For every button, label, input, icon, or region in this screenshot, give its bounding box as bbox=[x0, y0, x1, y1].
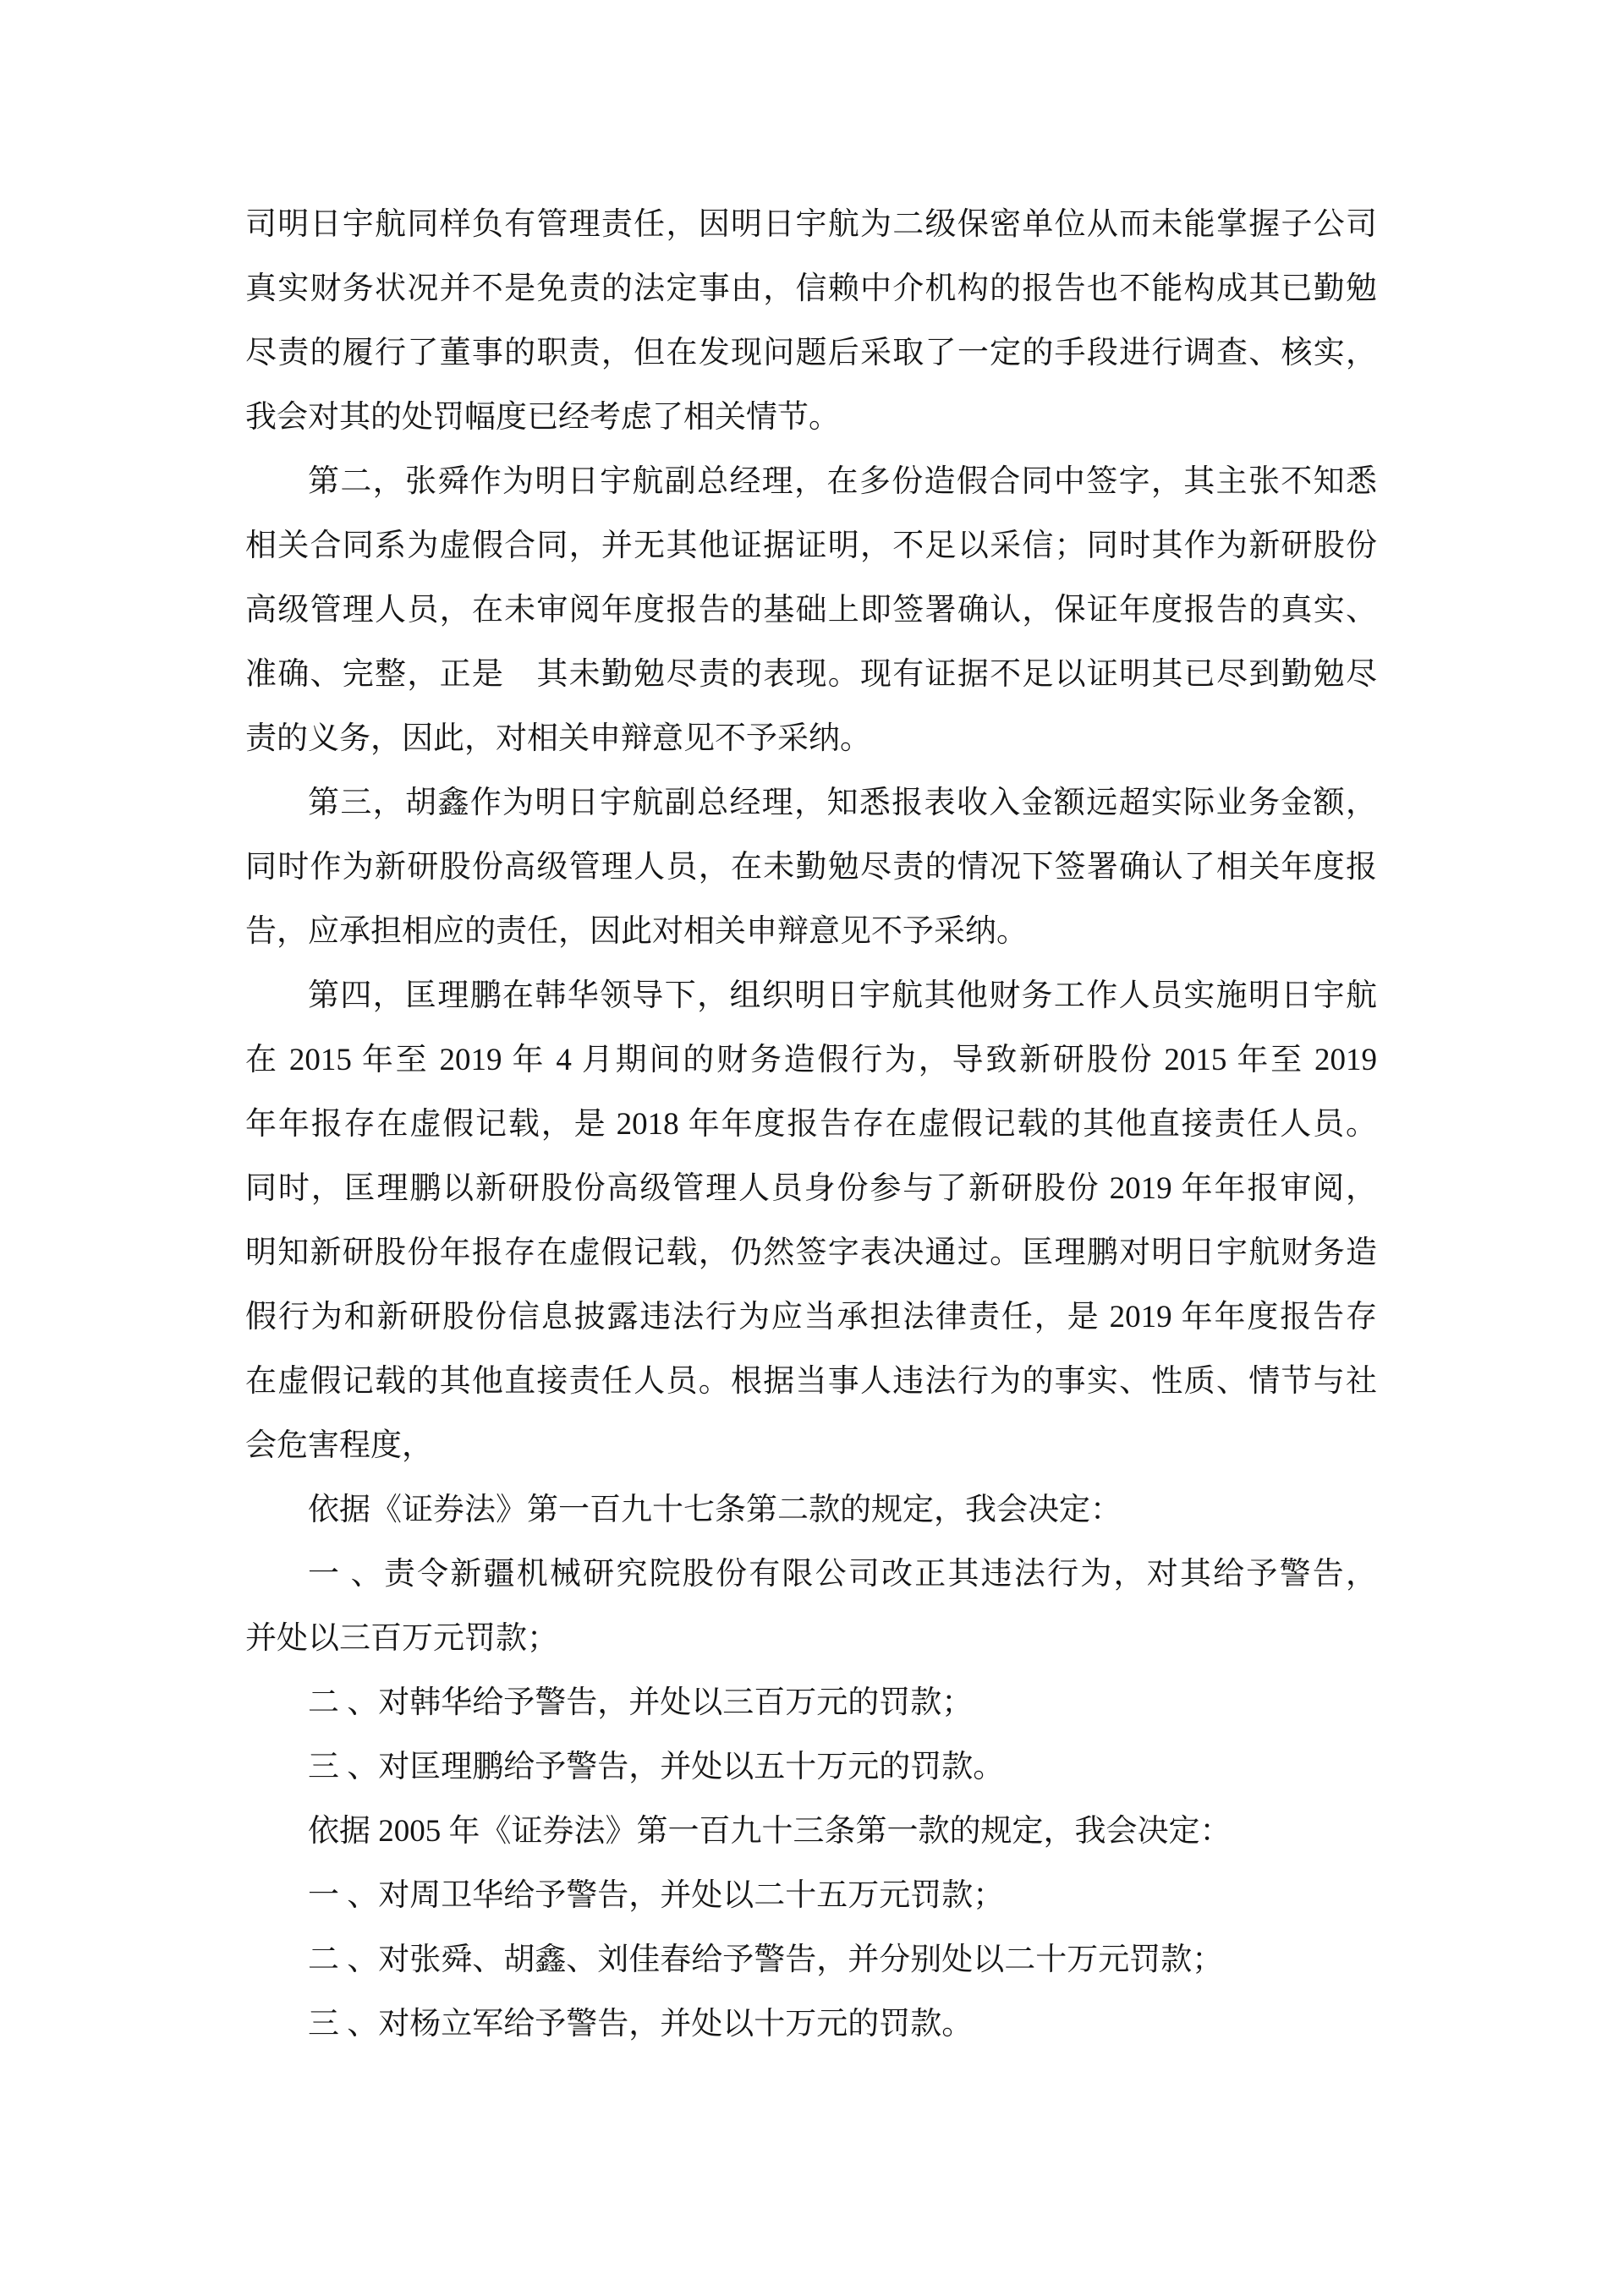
text-line: 相关合同系为虚假合同，并无其他证据证明，不足以采信；同时其作为新研股份 bbox=[245, 529, 1377, 563]
text-line: 二 、对张舜、胡鑫、刘佳春给予警告，并分别处以二十万元罚款； bbox=[308, 1943, 1224, 1977]
text-line: 依据《证券法》第一百九十七条第二款的规定，我会决定： bbox=[308, 1493, 1122, 1527]
text-line: 同时，匡理鹏以新研股份高级管理人员身份参与了新研股份 2019 年年报审阅， bbox=[245, 1171, 1377, 1206]
text-line: 尽责的履行了董事的职责，但在发现问题后采取了一定的手段进行调查、核实， bbox=[245, 336, 1377, 370]
document-text-block bbox=[245, 193, 1377, 2057]
text-line: 第三，胡鑫作为明日宇航副总经理，知悉报表收入金额远超实际业务金额， bbox=[308, 786, 1377, 820]
text-line: 准确、完整，正是 其未勤勉尽责的表现。现有证据不足以证明其已尽到勤勉尽 bbox=[245, 657, 1377, 692]
text-line: 三 、对杨立军给予警告，并处以十万元的罚款。 bbox=[308, 2007, 974, 2041]
text-line: 责的义务，因此，对相关申辩意见不予采纳。 bbox=[245, 721, 871, 756]
text-line: 二 、对韩华给予警告，并处以三百万元的罚款； bbox=[308, 1685, 974, 1720]
text-line: 一 、对周卫华给予警告，并处以二十五万元罚款； bbox=[308, 1878, 1005, 1913]
text-line: 在 2015 年至 2019 年 4 月期间的财务造假行为，导致新研股份 2015 年至 2019 bbox=[245, 1043, 1377, 1077]
text-line: 司明日宇航同样负有管理责任，因明日宇航为二级保密单位从而未能掌握子公司 bbox=[245, 207, 1377, 242]
text-line: 并处以三百万元罚款； bbox=[245, 1621, 558, 1656]
text-line: 告，应承担相应的责任，因此对相关申辩意见不予采纳。 bbox=[245, 914, 1028, 949]
text-line: 假行为和新研股份信息披露违法行为应当承担法律责任，是 2019 年年度报告存 bbox=[245, 1300, 1377, 1334]
text-line: 会危害程度， bbox=[245, 1428, 433, 1463]
text-line: 年年报存在虚假记载，是 2018 年年度报告存在虚假记载的其他直接责任人员。 bbox=[245, 1107, 1377, 1142]
text-line: 三 、对匡理鹏给予警告，并处以五十万元的罚款。 bbox=[308, 1750, 1005, 1784]
text-line: 我会对其的处罚幅度已经考虑了相关情节。 bbox=[245, 400, 840, 435]
text-line: 真实财务状况并不是免责的法定事由，信赖中介机构的报告也不能构成其已勤勉 bbox=[245, 271, 1377, 306]
text-line: 一 、责令新疆机械研究院股份有限公司改正其违法行为，对其给予警告， bbox=[308, 1557, 1377, 1592]
text-line: 第二，张舜作为明日宇航副总经理，在多份造假合同中签字，其主张不知悉 bbox=[308, 464, 1377, 499]
text-line: 第四，匡理鹏在韩华领导下，组织明日宇航其他财务工作人员实施明日宇航 bbox=[308, 978, 1377, 1013]
text-line: 高级管理人员，在未审阅年度报告的基础上即签署确认，保证年度报告的真实、 bbox=[245, 593, 1377, 627]
text-line: 明知新研股份年报存在虚假记载，仍然签字表决通过。匡理鹏对明日宇航财务造 bbox=[245, 1236, 1377, 1270]
text-line: 依据 2005 年《证券法》第一百九十三条第一款的规定，我会决定： bbox=[308, 1814, 1232, 1849]
text-line: 在虚假记载的其他直接责任人员。根据当事人违法行为的事实、性质、情节与社 bbox=[245, 1364, 1377, 1399]
text-line: 同时作为新研股份高级管理人员，在未勤勉尽责的情况下签署确认了相关年度报 bbox=[245, 850, 1377, 885]
